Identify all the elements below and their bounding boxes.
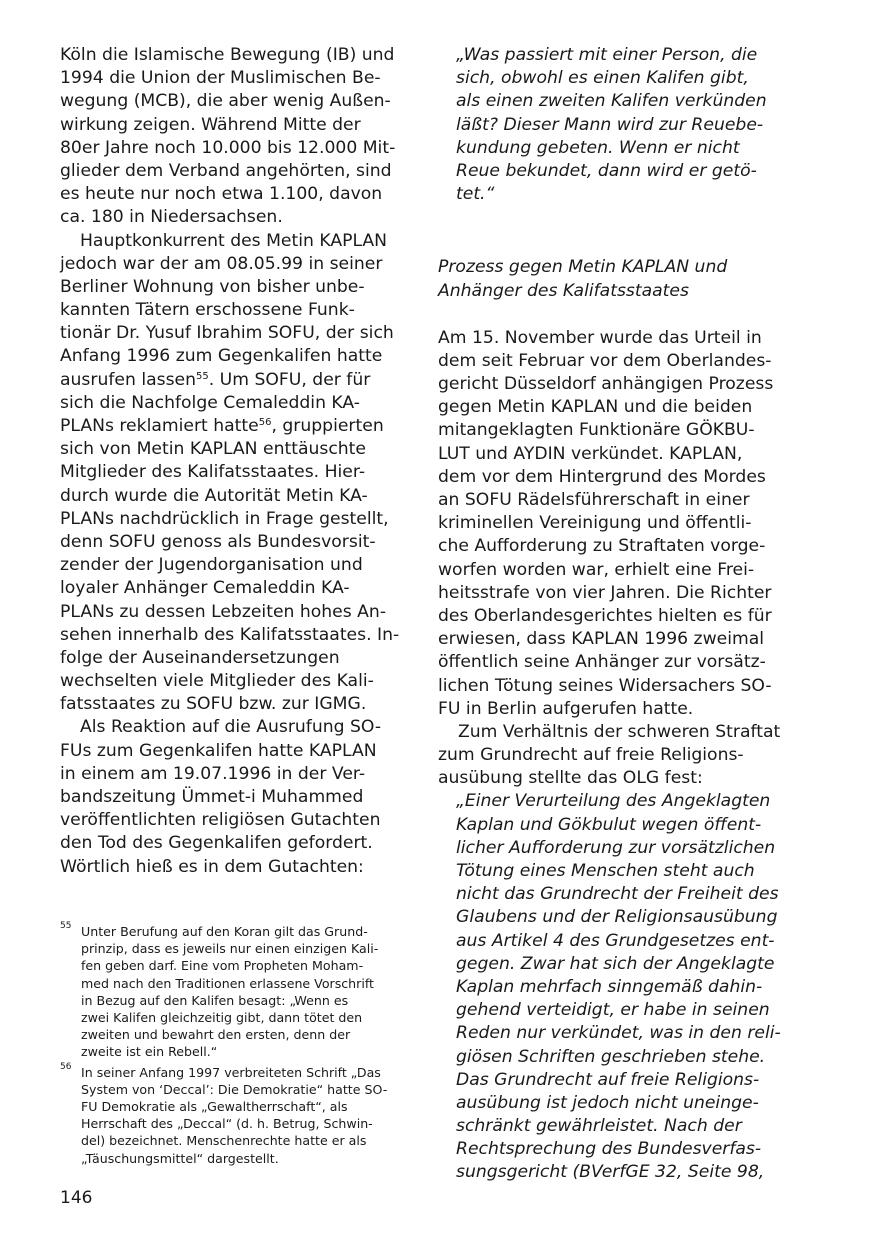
paragraph-ib-mcb bbox=[60, 44, 404, 230]
footnote-line: del) bezeichnet. Menschenrechte hatte er als bbox=[81, 1133, 367, 1149]
text-fragment: ausrufen lassen bbox=[60, 369, 197, 390]
footnote-number: 56 bbox=[60, 1061, 72, 1072]
text-line: es heute nur noch etwa 1.100, davon bbox=[60, 184, 383, 205]
quote-line: Rechtsprechung des Bundesverfas- bbox=[456, 1139, 762, 1160]
text-line: heitsstrafe von vier Jahren. Die Richter bbox=[438, 582, 772, 603]
text-line: Am 15. November wurde das Urteil in bbox=[438, 327, 762, 348]
quote-line: als einen zweiten Kalifen verkünden bbox=[456, 91, 767, 112]
footnotes bbox=[60, 923, 404, 1170]
footnote-ref-55[interactable]: 55 bbox=[196, 370, 209, 382]
footnote-line: In seiner Anfang 1997 verbreiteten Schrift „Das bbox=[81, 1064, 381, 1080]
text-line: sich von Metin KAPLAN enttäuschte bbox=[60, 439, 366, 460]
footnote-line: zweite ist ein Rebell.“ bbox=[81, 1044, 218, 1060]
text-line: des Oberlandesgerichtes hielten es für bbox=[438, 605, 772, 626]
text-line: Köln die Islamische Bewegung (IB) und bbox=[60, 45, 395, 65]
text-line: zender der Jugendorganisation und bbox=[60, 555, 363, 576]
footnote-56 bbox=[60, 1061, 404, 1167]
text-line: loyaler Anhänger Cemaleddin KA- bbox=[60, 578, 350, 599]
text-line: lichen Tötung seines Widersachers SO- bbox=[438, 675, 772, 696]
text-line: wirkung zeigen. Während Mitte der bbox=[60, 114, 361, 135]
text-line: jedoch war der am 08.05.99 in seiner bbox=[60, 253, 383, 274]
quote-line: „Was passiert mit einer Person, die bbox=[456, 45, 758, 65]
text-line: glieder dem Verband angehörten, sind bbox=[60, 160, 392, 181]
text-line: gericht Düsseldorf anhängigen Prozess bbox=[438, 374, 774, 395]
text-line: wechselten viele Mitglieder des Kali- bbox=[60, 671, 374, 692]
right-column bbox=[438, 44, 784, 1185]
quote-line: Kaplan und Gökbulut wegen öffent- bbox=[456, 814, 762, 835]
text-line: fatsstaates zu SOFU bzw. zur IGMG. bbox=[60, 694, 367, 715]
quote-line: sich, obwohl es einen Kalifen gibt, bbox=[456, 68, 749, 89]
quote-line: nicht das Grundrecht der Freiheit des bbox=[456, 884, 779, 905]
quote-line: aus Artikel 4 des Grundgesetzes ent- bbox=[456, 930, 775, 951]
quote-line: „Einer Verurteilung des Angeklagten bbox=[456, 791, 771, 812]
text-line: mitangeklagten Funktionäre GÖKBU- bbox=[438, 420, 755, 441]
footnote-line: zwei Kalifen gleichzeitig gibt, dann tötet den bbox=[81, 1010, 363, 1026]
footnote-line: fen geben darf. Eine vom Propheten Moham- bbox=[81, 958, 364, 974]
footnote-line: FU Demokratie als „Gewaltherrschaft“, als bbox=[81, 1099, 348, 1115]
footnote-line: prinzip, dass es jeweils nur einen einzigen Kali- bbox=[81, 941, 379, 957]
text-line: wegung (MCB), die aber wenig Außen- bbox=[60, 91, 391, 112]
text-line: folge der Auseinandersetzungen bbox=[60, 647, 340, 668]
text-line: FUs zum Gegenkalifen hatte KAPLAN bbox=[60, 740, 377, 761]
text-line: gegen Metin KAPLAN und die beiden bbox=[438, 397, 753, 418]
footnote-ref-56[interactable]: 56 bbox=[258, 417, 272, 428]
text-line: kannten Tätern erschossene Funk- bbox=[60, 300, 355, 321]
quote-line: Kaplan mehrfach sinngemäß dahin- bbox=[456, 976, 763, 997]
text-line: sich die Nachfolge Cemaleddin KA- bbox=[60, 392, 360, 413]
quote-line: Reue bekundet, dann wird er getö- bbox=[456, 160, 757, 181]
text-line: tionär Dr. Yusuf Ibrahim SOFU, der sich bbox=[60, 323, 394, 344]
text-line: den Tod des Gegenkalifen gefordert. bbox=[60, 833, 373, 854]
page-number: 146 bbox=[60, 1188, 93, 1208]
footnote-line: „Täuschungsmittel“ dargestellt. bbox=[81, 1150, 279, 1166]
text-fragment: , gruppierten bbox=[271, 416, 384, 436]
quote-line: Glaubens und der Religionsausübung bbox=[456, 907, 778, 928]
text-fragment: . Um SOFU, der für bbox=[208, 369, 371, 390]
quote-olg bbox=[438, 790, 784, 1184]
text-line: dem vor dem Hintergrund des Mordes bbox=[438, 466, 766, 487]
quote-line: läßt? Dieser Mann wird zur Reuebe- bbox=[456, 114, 764, 135]
quote-line: gegen. Zwar hat sich der Angeklagte bbox=[456, 953, 775, 974]
text-line: denn SOFU genoss als Bundesvorsit- bbox=[60, 531, 376, 552]
text-line: FU in Berlin aufgerufen hatte. bbox=[438, 698, 694, 719]
text-line: durch wurde die Autorität Metin KA- bbox=[60, 485, 368, 506]
heading-line: Anhänger des Kalifatsstaates bbox=[438, 280, 689, 301]
text-line: 80er Jahre noch 10.000 bis 12.000 Mit- bbox=[60, 137, 396, 158]
quote-line: Das Grundrecht auf freie Religions- bbox=[456, 1069, 760, 1090]
footnote-line: zweiten und bewahrt den ersten, denn der bbox=[81, 1027, 351, 1043]
footnote-line: Herrschaft des „Deccal“ (d. h. Betrug, Schwin- bbox=[81, 1116, 373, 1132]
paragraph-reaction bbox=[60, 716, 404, 878]
text-line: zum Grundrecht auf freie Religions- bbox=[438, 745, 744, 766]
text-line: an SOFU Rädelsführerschaft in einer bbox=[438, 490, 750, 510]
paragraph-verdict bbox=[438, 327, 784, 721]
quote-line: tet.“ bbox=[456, 184, 495, 205]
text-line: kriminellen Vereinigung und öffentli- bbox=[438, 513, 752, 534]
text-line: ausübung stellte das OLG fest: bbox=[438, 768, 703, 789]
quote-line: Tötung eines Menschen steht auch bbox=[456, 861, 755, 881]
quote-fatwa bbox=[438, 44, 784, 206]
text-line: LUT und AYDIN verkündet. KAPLAN, bbox=[438, 443, 743, 464]
text-line: Zum Verhältnis der schweren Straftat bbox=[458, 721, 781, 742]
quote-line: gehend verteidigt, er habe in seinen bbox=[456, 1000, 770, 1021]
text-fragment: PLANs reklamiert hatte bbox=[60, 416, 259, 436]
paragraph-olg bbox=[438, 721, 784, 791]
text-line: ca. 180 in Niedersachsen. bbox=[60, 207, 283, 228]
text-line: sehen innerhalb des Kalifatsstaates. In- bbox=[60, 624, 400, 645]
text-line: 1994 die Union der Muslimischen Be- bbox=[60, 68, 381, 89]
text-line: PLANs zu dessen Lebzeiten hohes An- bbox=[60, 601, 387, 622]
text-line: veröffentlichten religiösen Gutachten bbox=[60, 810, 381, 831]
footnote-number: 55 bbox=[60, 921, 72, 931]
text-line: in einem am 19.07.1996 in der Ver- bbox=[60, 763, 366, 784]
text-line: Hauptkonkurrent des Metin KAPLAN bbox=[80, 230, 388, 251]
text-line: Berliner Wohnung von bisher unbe- bbox=[60, 276, 365, 297]
text-line: Mitglieder des Kalifatsstaates. Hier- bbox=[60, 462, 366, 483]
text-line: Als Reaktion auf die Ausrufung SO- bbox=[80, 717, 382, 738]
quote-line: licher Aufforderung zur vorsätzlichen bbox=[456, 837, 776, 858]
quote-line: Reden nur verkündet, was in den reli- bbox=[456, 1023, 781, 1044]
text-line: che Aufforderung zu Straftaten vorge- bbox=[438, 536, 766, 557]
quote-line: schränkt gewährleistet. Nach der bbox=[456, 1116, 742, 1137]
text-line: Wörtlich hieß es in dem Gutachten: bbox=[60, 856, 364, 877]
footnote-55 bbox=[60, 923, 404, 1061]
footnote-line: in Bezug auf den Kalifen besagt: „Wenn es bbox=[81, 992, 349, 1008]
quote-line: sungsgericht (BVerfGE 32, Seite 98, bbox=[456, 1162, 765, 1183]
text-line: PLANs nachdrücklich in Frage gestellt, bbox=[60, 508, 389, 529]
footnote-line: System von ‘Deccal’: Die Demokratie“ hatte SO- bbox=[81, 1081, 388, 1097]
text-line bbox=[60, 369, 404, 392]
footnote-line: Unter Berufung auf den Koran gilt das Grund- bbox=[81, 924, 368, 939]
paragraph-sofu bbox=[60, 230, 404, 717]
text-line: bandszeitung Ümmet-i Muhammed bbox=[60, 787, 364, 807]
text-line: dem seit Februar vor dem Oberlandes- bbox=[438, 350, 772, 371]
quote-line: giösen Schriften geschrieben stehe. bbox=[456, 1046, 766, 1067]
quote-line: ausübung ist jedoch nicht uneinge- bbox=[456, 1092, 759, 1113]
text-line: öffentlich seine Anhänger zur vorsätz- bbox=[438, 652, 766, 673]
heading-line: Prozess gegen Metin KAPLAN und bbox=[438, 257, 728, 278]
text-line: worfen worden war, erhielt eine Frei- bbox=[438, 559, 755, 580]
section-heading bbox=[438, 256, 784, 302]
text-line: Anfang 1996 zum Gegenkalifen hatte bbox=[60, 346, 383, 367]
text-line bbox=[60, 415, 404, 438]
footnote-line: med nach den Traditionen erlassene Vorschrift bbox=[81, 975, 374, 991]
quote-line: kundung gebeten. Wenn er nicht bbox=[456, 137, 740, 158]
text-line: erwiesen, dass KAPLAN 1996 zweimal bbox=[438, 629, 765, 650]
left-column bbox=[60, 44, 404, 879]
